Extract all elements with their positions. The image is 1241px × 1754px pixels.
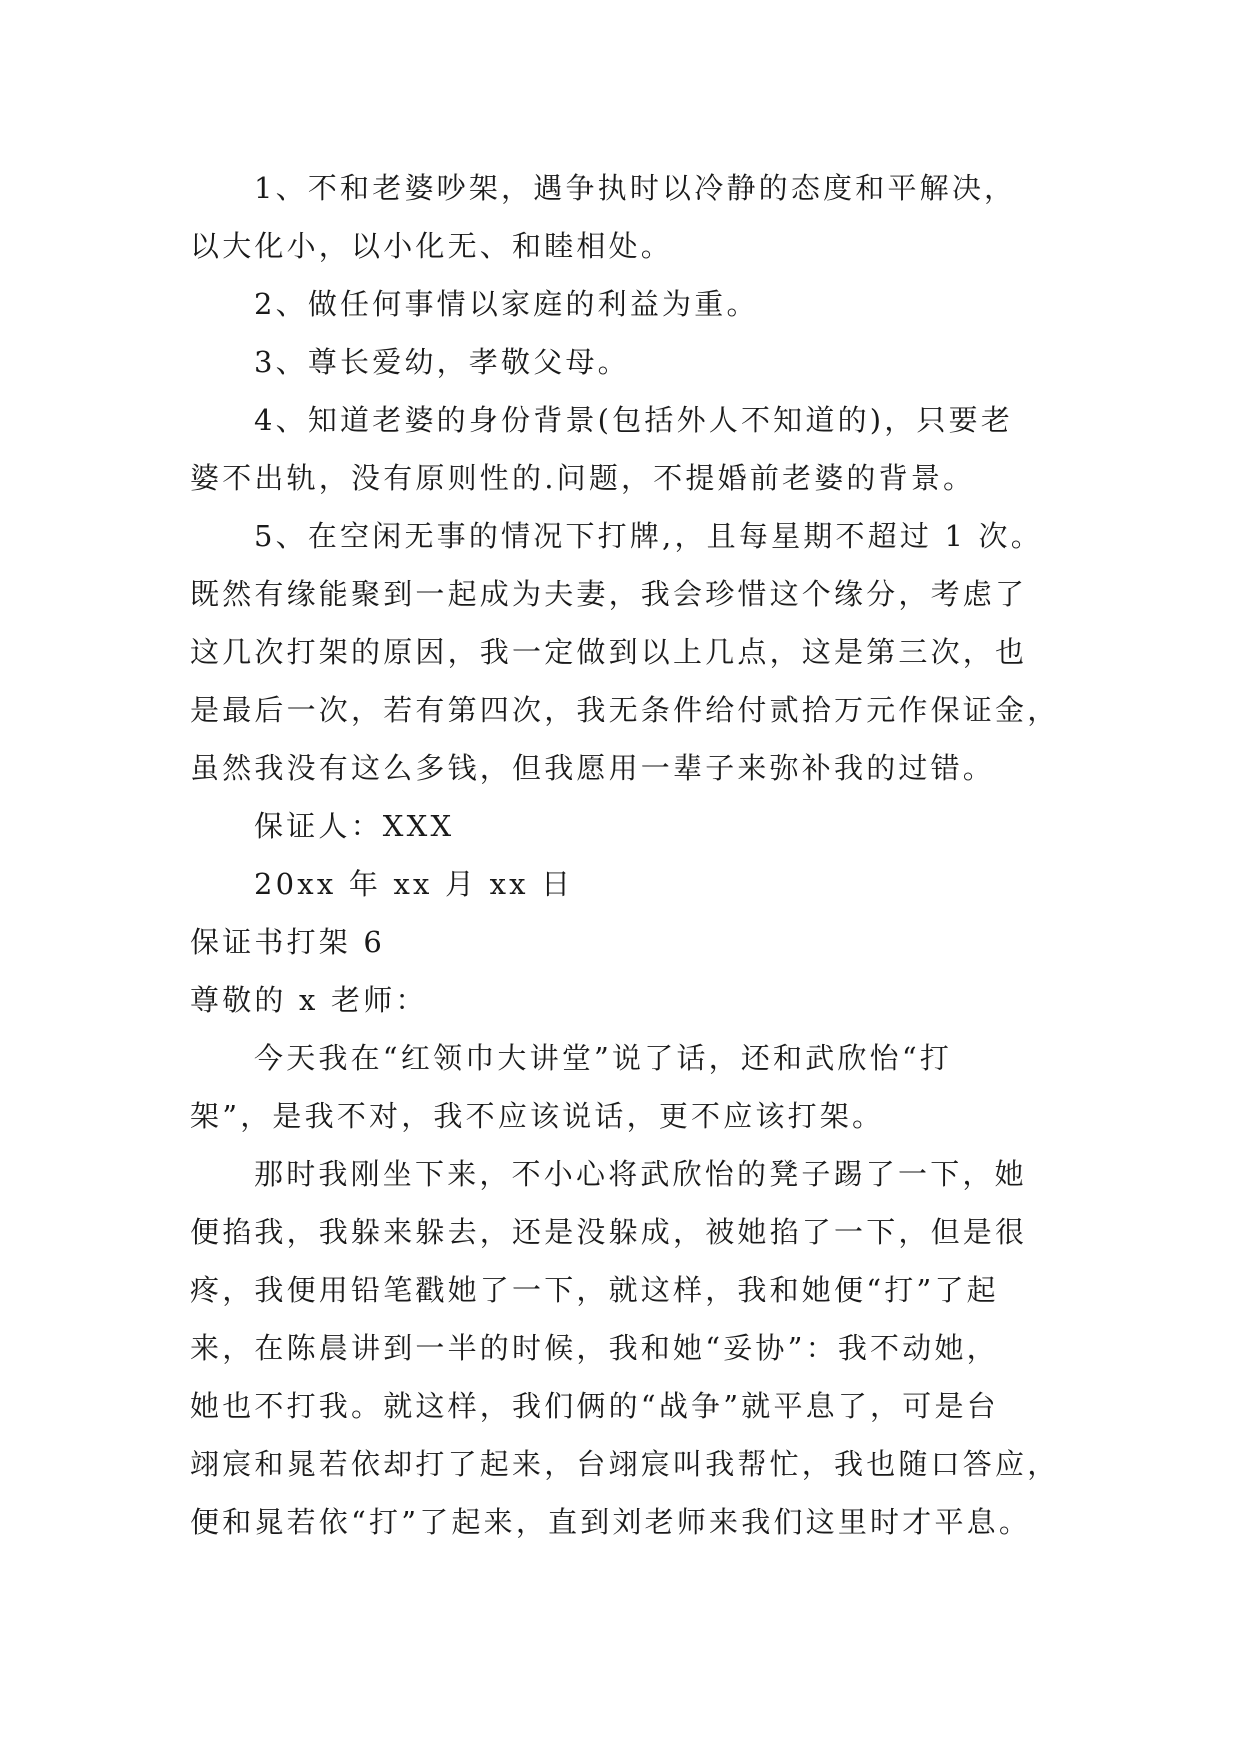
paragraph-line: 是最后一次，若有第四次，我无条件给付贰拾万元作保证金，	[190, 693, 1060, 727]
salutation: 尊敬的 x 老师：	[190, 983, 428, 1017]
paragraph-line: 2、做任何事情以家庭的利益为重。	[254, 287, 759, 321]
paragraph-line: 那时我刚坐下来，不小心将武欣怡的凳子踢了一下，她	[254, 1157, 1027, 1191]
paragraph-line: 来，在陈晨讲到一半的时候，我和她“妥协”：我不动她，	[190, 1331, 999, 1365]
paragraph-line: 4、知道老婆的身份背景(包括外人不知道的)，只要老	[254, 403, 1014, 437]
paragraph-line: 以大化小，以小化无、和睦相处。	[190, 229, 674, 263]
paragraph-line: 便掐我，我躲来躲去，还是没躲成，被她掐了一下，但是很	[190, 1215, 1028, 1249]
paragraph-line: 这几次打架的原因，我一定做到以上几点，这是第三次，也	[190, 635, 1028, 669]
paragraph-line: 翊宸和晁若依却打了起来，台翊宸叫我帮忙，我也随口答应，	[190, 1447, 1060, 1481]
paragraph-line: 3、尊长爱幼，孝敬父母。	[254, 345, 630, 379]
paragraph-line: 既然有缘能聚到一起成为夫妻，我会珍惜这个缘分，考虑了	[190, 577, 1028, 611]
guarantor-line: 保证人：XXX	[254, 809, 455, 843]
paragraph-line: 架”，是我不对，我不应该说话，更不应该打架。	[190, 1099, 885, 1133]
paragraph-line: 疼，我便用铅笔戳她了一下，就这样，我和她便“打”了起	[190, 1273, 999, 1307]
paragraph-line: 虽然我没有这么多钱，但我愿用一辈子来弥补我的过错。	[190, 751, 996, 785]
paragraph-line: 5、在空闲无事的情况下打牌,，且每星期不超过 1 次。	[254, 519, 1043, 553]
section-title: 保证书打架 6	[190, 925, 386, 959]
date-line: 20xx 年 xx 月 xx 日	[254, 867, 574, 901]
paragraph-line: 婆不出轨，没有原则性的.问题，不提婚前老婆的背景。	[190, 461, 976, 495]
paragraph-line: 便和晁若依“打”了起来，直到刘老师来我们这里时才平息。	[190, 1505, 1032, 1539]
paragraph-line: 今天我在“红领巾大讲堂”说了话，还和武欣怡“打	[254, 1041, 953, 1075]
paragraph-line: 她也不打我。就这样，我们俩的“战争”就平息了，可是台	[190, 1389, 999, 1423]
paragraph-line: 1、不和老婆吵架，遇争执时以冷静的态度和平解决，	[254, 171, 1017, 205]
